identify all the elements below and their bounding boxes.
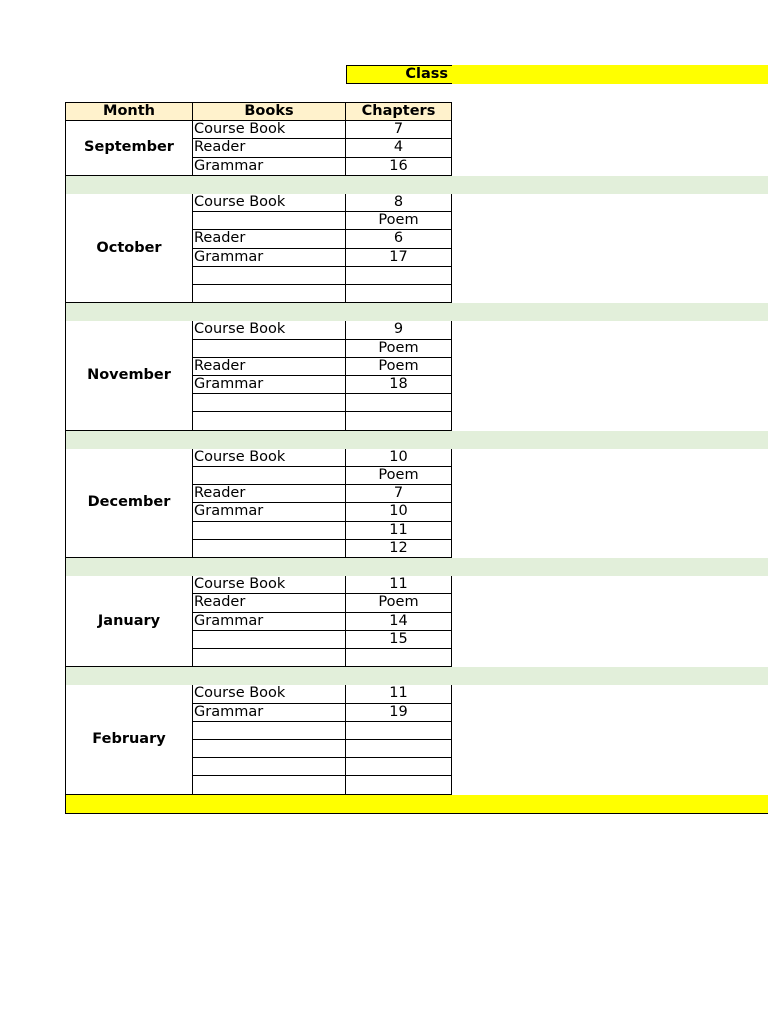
chapter-cell: 8: [346, 194, 452, 212]
book-cell: [193, 412, 346, 430]
book-cell: Grammar: [193, 158, 346, 176]
chapter-cell: Poem: [346, 467, 452, 485]
book-cell: [193, 740, 346, 758]
chapter-cell: Poem: [346, 340, 452, 358]
month-separator: [65, 558, 768, 576]
book-cell: [193, 722, 346, 740]
chapter-cell: 14: [346, 613, 452, 631]
chapter-cell: 7: [346, 121, 452, 139]
chapter-cell: 18: [346, 376, 452, 394]
book-cell: [193, 649, 346, 667]
month-cell: December: [65, 449, 193, 558]
book-cell: Course Book: [193, 121, 346, 139]
book-cell: Course Book: [193, 576, 346, 594]
book-cell: [193, 522, 346, 540]
chapter-cell: Poem: [346, 594, 452, 612]
month-separator: [65, 176, 768, 194]
book-cell: [193, 267, 346, 285]
book-cell: [193, 631, 346, 649]
chapter-cell: 4: [346, 139, 452, 157]
book-cell: Course Book: [193, 685, 346, 703]
book-cell: [193, 285, 346, 303]
book-cell: Grammar: [193, 249, 346, 267]
chapter-cell: 10: [346, 449, 452, 467]
chapter-cell: 17: [346, 249, 452, 267]
header-chapters: Chapters: [346, 102, 452, 121]
month-cell: February: [65, 685, 193, 794]
chapter-cell: 12: [346, 540, 452, 558]
class-label: Class: [346, 65, 452, 84]
book-cell: Course Book: [193, 449, 346, 467]
month-separator: [65, 303, 768, 321]
footer-bar: [65, 795, 768, 814]
chapter-cell: [346, 722, 452, 740]
chapter-cell: [346, 267, 452, 285]
chapter-cell: 11: [346, 522, 452, 540]
chapter-cell: Poem: [346, 212, 452, 230]
book-cell: Course Book: [193, 321, 346, 339]
chapter-cell: 11: [346, 576, 452, 594]
book-cell: Course Book: [193, 194, 346, 212]
chapter-cell: 15: [346, 631, 452, 649]
chapter-cell: Poem: [346, 358, 452, 376]
chapter-cell: [346, 758, 452, 776]
book-cell: Reader: [193, 139, 346, 157]
book-cell: Reader: [193, 485, 346, 503]
header-month: Month: [65, 102, 193, 121]
book-cell: [193, 758, 346, 776]
chapter-cell: 10: [346, 503, 452, 521]
header-books: Books: [193, 102, 346, 121]
chapter-cell: [346, 285, 452, 303]
month-cell: September: [65, 121, 193, 176]
book-cell: Reader: [193, 358, 346, 376]
chapter-cell: [346, 740, 452, 758]
book-cell: Grammar: [193, 503, 346, 521]
month-separator: [65, 667, 768, 685]
chapter-cell: [346, 649, 452, 667]
book-cell: Grammar: [193, 613, 346, 631]
chapter-cell: [346, 412, 452, 430]
book-cell: [193, 467, 346, 485]
book-cell: [193, 394, 346, 412]
book-cell: Grammar: [193, 704, 346, 722]
chapter-cell: 11: [346, 685, 452, 703]
book-cell: Grammar: [193, 376, 346, 394]
chapter-cell: 19: [346, 704, 452, 722]
book-cell: [193, 212, 346, 230]
book-cell: [193, 540, 346, 558]
chapter-cell: 7: [346, 485, 452, 503]
month-separator: [65, 431, 768, 449]
chapter-cell: 9: [346, 321, 452, 339]
book-cell: Reader: [193, 230, 346, 248]
book-cell: [193, 340, 346, 358]
month-cell: January: [65, 576, 193, 667]
chapter-cell: 16: [346, 158, 452, 176]
chapter-cell: [346, 394, 452, 412]
month-cell: October: [65, 194, 193, 303]
month-cell: November: [65, 321, 193, 430]
book-cell: Reader: [193, 594, 346, 612]
chapter-cell: 6: [346, 230, 452, 248]
chapter-cell: [346, 776, 452, 794]
book-cell: [193, 776, 346, 794]
